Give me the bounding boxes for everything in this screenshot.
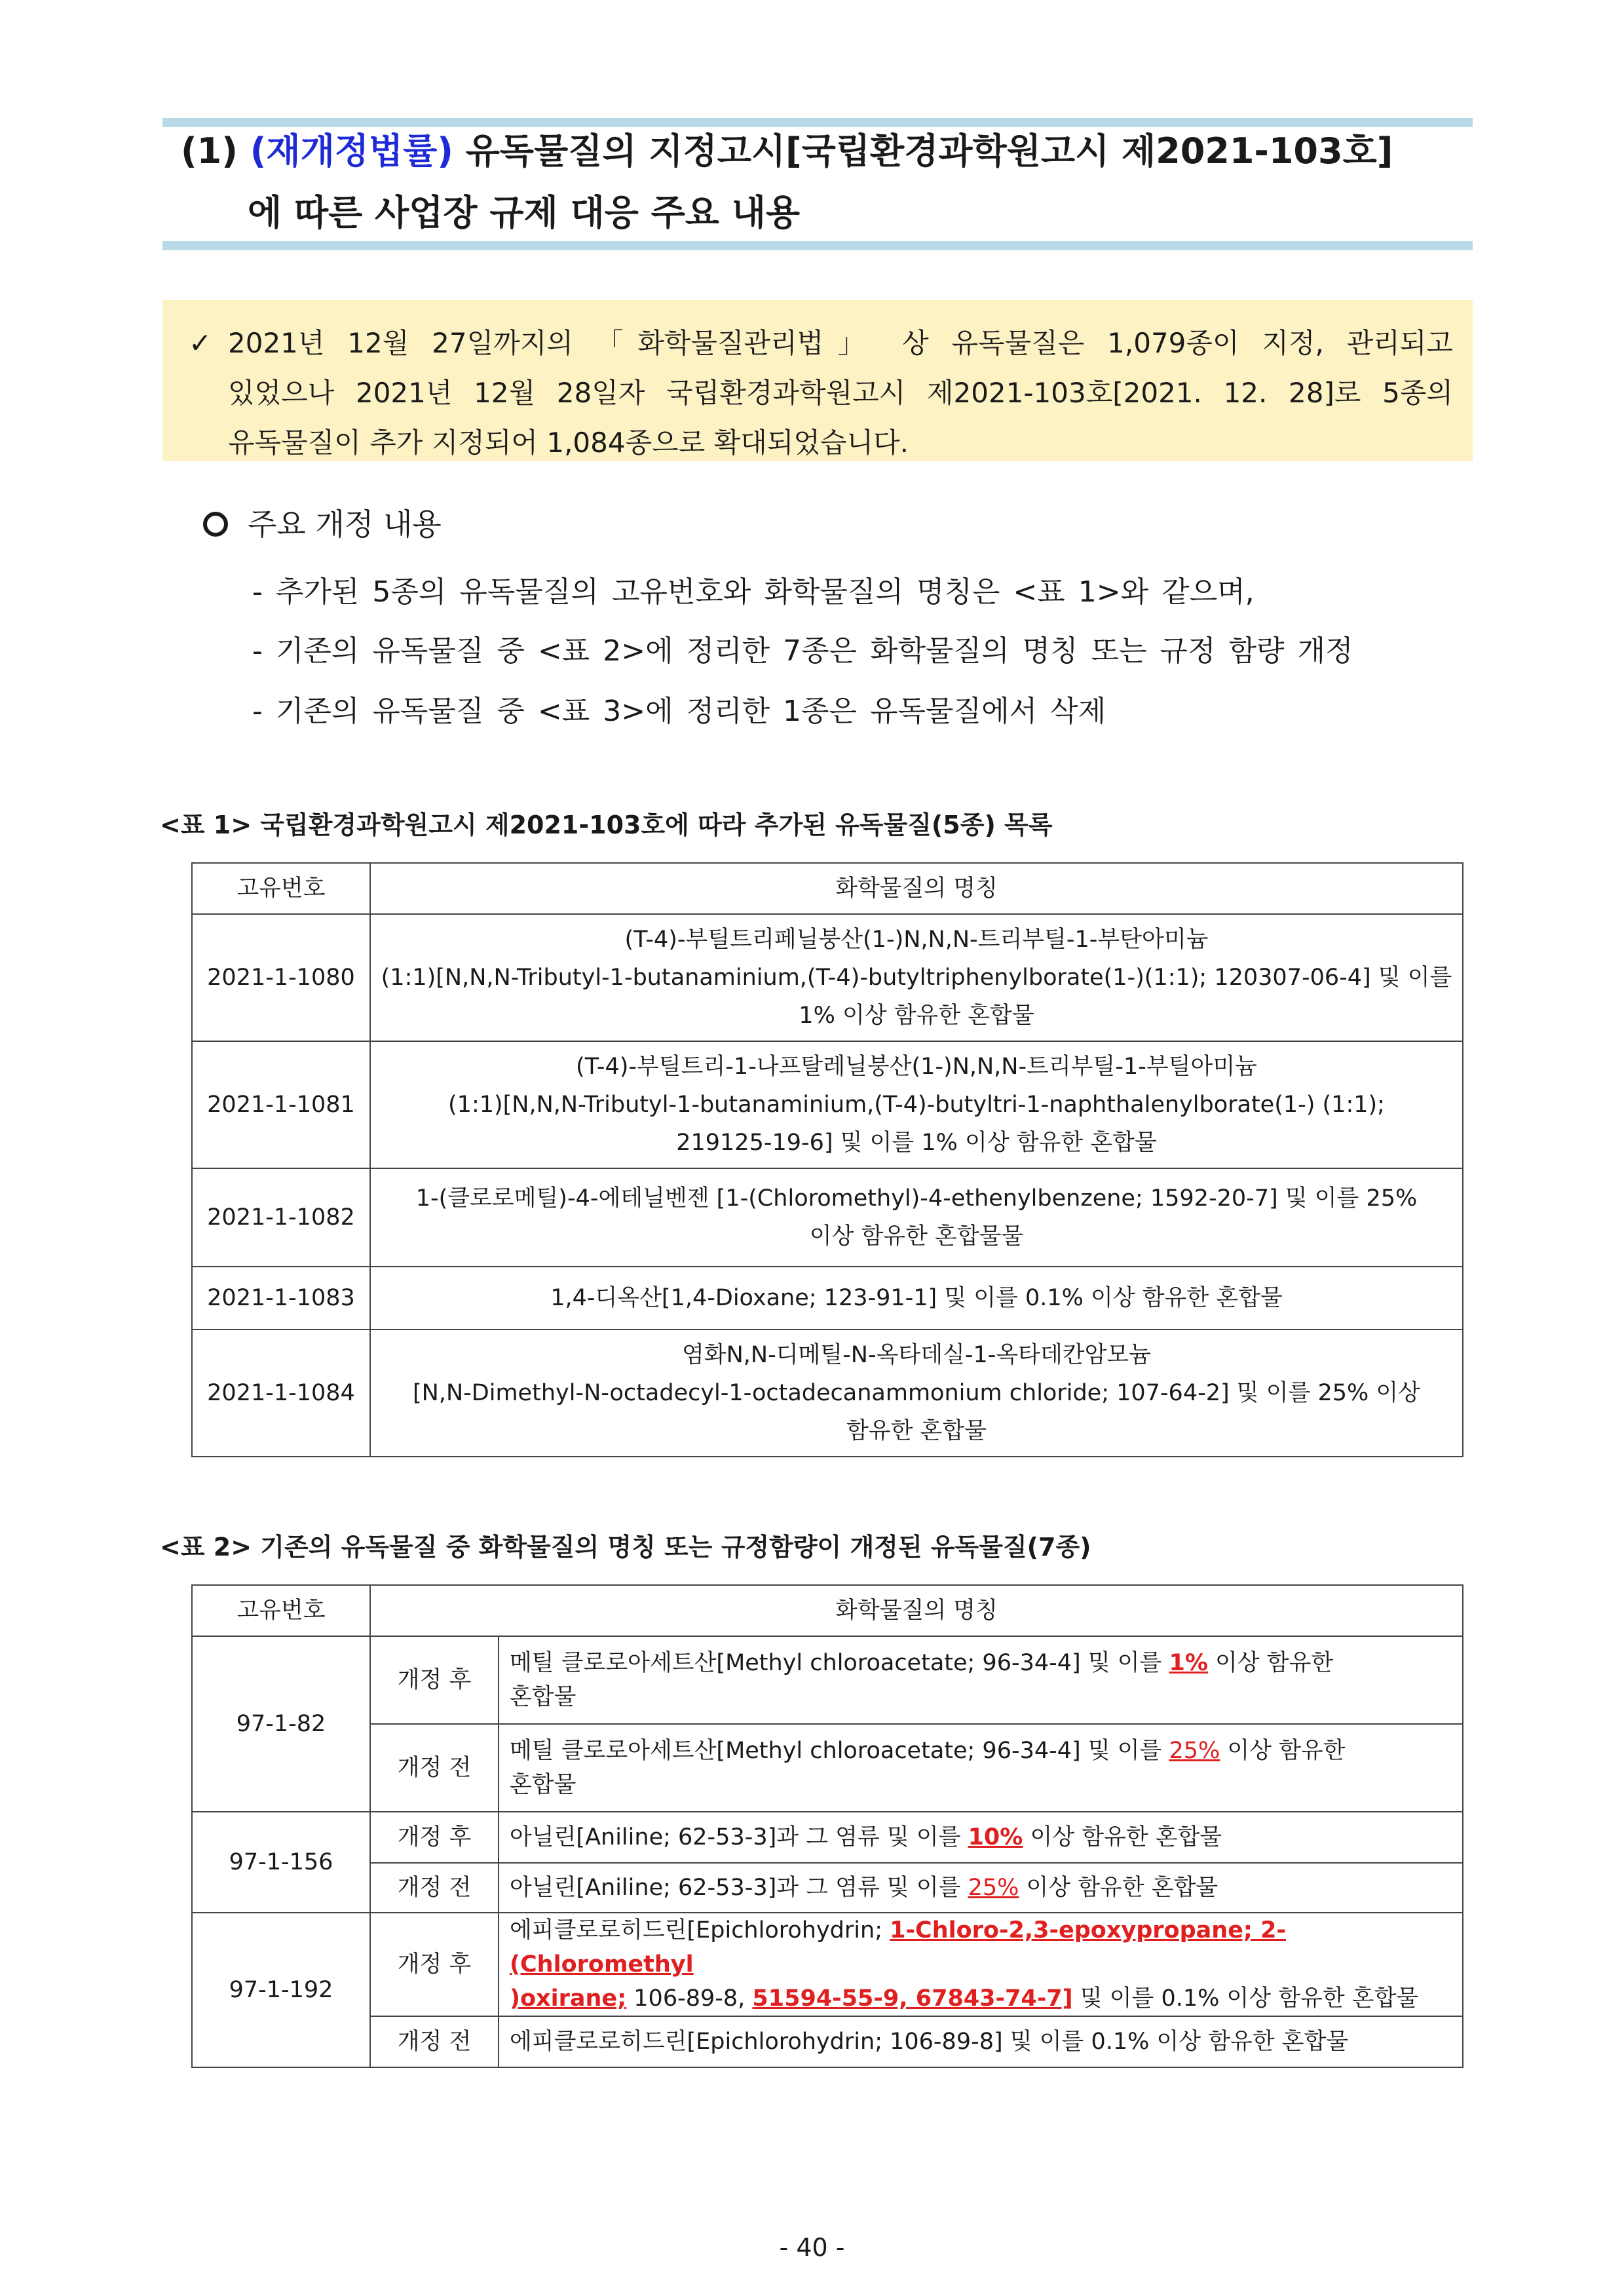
changed-value: )oxirane; (510, 1985, 627, 2012)
table-row (192, 1812, 1463, 1863)
after-label: 개정 후 (370, 1812, 499, 1863)
table-row (192, 1041, 1463, 1168)
before-text (499, 1724, 1463, 1812)
table-row (192, 1863, 1463, 1913)
table-row (192, 2016, 1463, 2067)
text-part: 메틸 클로로아세트산[Methyl chloroacetate; 96-34-4] 및 이를 (510, 1738, 1169, 1764)
table1-cell-id: 2021-1-1082 (192, 1168, 370, 1267)
name-line: 1-(클로로메틸)-4-에테닐벤젠 [1-(Chloromethyl)-4-ethenylbenzene; 1592-20-7] 및 이를 25% (415, 1185, 1418, 1212)
before-label: 개정 전 (370, 1724, 499, 1812)
name-line: (1:1)[N,N,N-Tributyl-1-butanaminium,(T-4)-butyltri-1-naphthalenylborate(1-) (1:1); (448, 1092, 1385, 1118)
table-row (192, 914, 1463, 1041)
table2-caption: <표 2> 기존의 유독물질 중 화학물질의 명칭 또는 규정함량이 개정된 유독물질(7종) (160, 1533, 1091, 1561)
table2-cell-id: 97-1-82 (192, 1636, 370, 1812)
table-row (192, 1636, 1463, 1724)
table1-cell-name (370, 1041, 1463, 1168)
text-part: 이상 함유한 혼합물 (1023, 1824, 1222, 1850)
section-heading-text: 주요 개정 내용 (248, 507, 442, 542)
old-value: 25% (1169, 1738, 1220, 1764)
section-heading (203, 506, 442, 543)
note-line-3: 유독물질이 추가 지정되어 1,084종으로 확대되었습니다. (228, 427, 909, 459)
text-part: 이상 함유한 (1220, 1738, 1346, 1764)
table2-cell-id: 97-1-156 (192, 1812, 370, 1913)
table1-header-row (192, 863, 1463, 914)
before-text: 에피클로로히드린[Epichlorohydrin; 106-89-8] 및 이를 0.1% 이상 함유한 혼합물 (499, 2016, 1463, 2067)
table-row (192, 1267, 1463, 1330)
table1 (191, 862, 1463, 1457)
table2-header-id: 고유번호 (192, 1585, 370, 1636)
page-title-line1 (181, 130, 1393, 172)
table1-cell-name (370, 1168, 1463, 1267)
text-part: 106-89-8, (626, 1985, 753, 2012)
table1-cell-id: 2021-1-1084 (192, 1330, 370, 1457)
table-row (192, 1724, 1463, 1812)
note-text (228, 318, 1453, 468)
text-part: 이상 함유한 (1207, 1650, 1334, 1676)
table2 (191, 1584, 1463, 2068)
name-line: (1:1)[N,N,N-Tributyl-1-butanaminium,(T-4)-butyltriphenylborate(1-)(1:1); 120307-06-4] 및 이를 (381, 965, 1452, 991)
text-part: 혼합물 (510, 1684, 576, 1710)
title-text-2: 에 따른 사업장 규제 대응 주요 내용 (248, 192, 801, 233)
before-label: 개정 전 (370, 2016, 499, 2067)
checkmark-icon: ✓ (189, 327, 212, 359)
summary-note (162, 300, 1473, 461)
text-part: 에피클로로히드린[Epichlorohydrin; (510, 1917, 890, 1943)
name-line: 219125-19-6] 및 이를 1% 이상 함유한 혼합물 (676, 1130, 1157, 1156)
table1-header-name: 화학물질의 명칭 (370, 863, 1463, 914)
title-text-1: 유독물질의 지정고시[국립환경과학원고시 제2021-103호] (465, 130, 1393, 172)
text-part: 혼합물 (510, 1772, 576, 1798)
name-line: 염화N,N-디메틸-N-옥타데실-1-옥타데칸암모늄 (681, 1342, 1152, 1368)
text-part: 및 이를 0.1% 이상 함유한 혼합물 (1072, 1985, 1419, 2012)
table1-caption: <표 1> 국립환경과학원고시 제2021-103호에 따라 추가된 유독물질(5종) 목록 (160, 811, 1053, 839)
table2-header-name: 화학물질의 명칭 (370, 1585, 1463, 1636)
note-line-1: 2021년 12월 27일까지의 「화학물질관리법」 상 유독물질은 1,079종이 지정, 관리되고 (228, 327, 1453, 359)
bullet-3: - 기존의 유독물질 중 <표 3>에 정리한 1종은 유독물질에서 삭제 (252, 695, 1106, 728)
old-value: 25% (968, 1875, 1019, 1901)
before-label: 개정 전 (370, 1863, 499, 1913)
name-line: (T-4)-부틸트리페닐붕산(1-)N,N,N-트리부틸-1-부탄아미늄 (624, 927, 1209, 953)
text-part: 메틸 클로로아세트산[Methyl chloroacetate; 96-34-4] 및 이를 (510, 1650, 1169, 1676)
text-part: 아닐린[Aniline; 62-53-3]과 그 염류 및 이를 (510, 1824, 968, 1850)
table-row (192, 1330, 1463, 1457)
name-line: 1,4-디옥산[1,4-Dioxane; 123-91-1] 및 이를 0.1% 이상 함유한 혼합물 (550, 1285, 1283, 1311)
table1-cell-id: 2021-1-1080 (192, 914, 370, 1041)
page-title-line2 (248, 192, 801, 233)
bullet-2: - 기존의 유독물질 중 <표 2>에 정리한 7종은 화학물질의 명칭 또는 규정 함량 개정 (252, 634, 1353, 668)
after-text (499, 1636, 1463, 1724)
table2-header-row (192, 1585, 1463, 1636)
table1-header-id: 고유번호 (192, 863, 370, 914)
circle-bullet-icon (203, 512, 228, 537)
page-number: - 40 - (779, 2233, 845, 2262)
bullet-1: - 추가된 5종의 유독물질의 고유번호와 화학물질의 명칭은 <표 1>와 같으며, (252, 575, 1255, 609)
name-line: 1% 이상 함유한 혼합물 (799, 1003, 1034, 1029)
name-line: 이상 함유한 혼합물물 (809, 1223, 1024, 1250)
table1-cell-name (370, 1330, 1463, 1457)
changed-value: 1-Chloro-2,3-epoxypropane; 2-(Chloromethyl (510, 1917, 1286, 1978)
table1-cell-id: 2021-1-1083 (192, 1267, 370, 1330)
changed-value: 1% (1169, 1650, 1208, 1676)
table2-cell-id: 97-1-192 (192, 1913, 370, 2067)
table-row (192, 1168, 1463, 1267)
text-part: 이상 함유한 혼합물 (1019, 1875, 1218, 1901)
name-line: [N,N-Dimethyl-N-octadecyl-1-octadecanammonium chloride; 107-64-2] 및 이를 25% 이상 (413, 1380, 1420, 1406)
name-line: (T-4)-부틸트리-1-나프탈레닐붕산(1-)N,N,N-트리부틸-1-부틸아미늄 (576, 1054, 1257, 1080)
note-line-2: 있었으나 2021년 12월 28일자 국립환경과학원고시 제2021-103호[2021. 12. 28]로 5종의 (228, 377, 1453, 409)
table1-cell-id: 2021-1-1081 (192, 1041, 370, 1168)
changed-value: 51594-55-9, 67843-74-7] (752, 1985, 1073, 2012)
name-line: 함유한 혼합물 (846, 1418, 987, 1444)
changed-value: 10% (968, 1824, 1023, 1850)
section-number: (1) (181, 130, 238, 172)
text-part: 아닐린[Aniline; 62-53-3]과 그 염류 및 이를 (510, 1875, 968, 1901)
after-label: 개정 후 (370, 1636, 499, 1724)
title-tag: (재개정법률) (250, 130, 453, 172)
table1-cell-name (370, 914, 1463, 1041)
before-text (499, 1863, 1463, 1913)
after-label: 개정 후 (370, 1913, 499, 2016)
title-top-rule (162, 118, 1473, 127)
title-bottom-rule (162, 241, 1473, 250)
after-text (499, 1913, 1463, 2016)
table1-cell-name (370, 1267, 1463, 1330)
table-row (192, 1913, 1463, 2016)
after-text (499, 1812, 1463, 1863)
